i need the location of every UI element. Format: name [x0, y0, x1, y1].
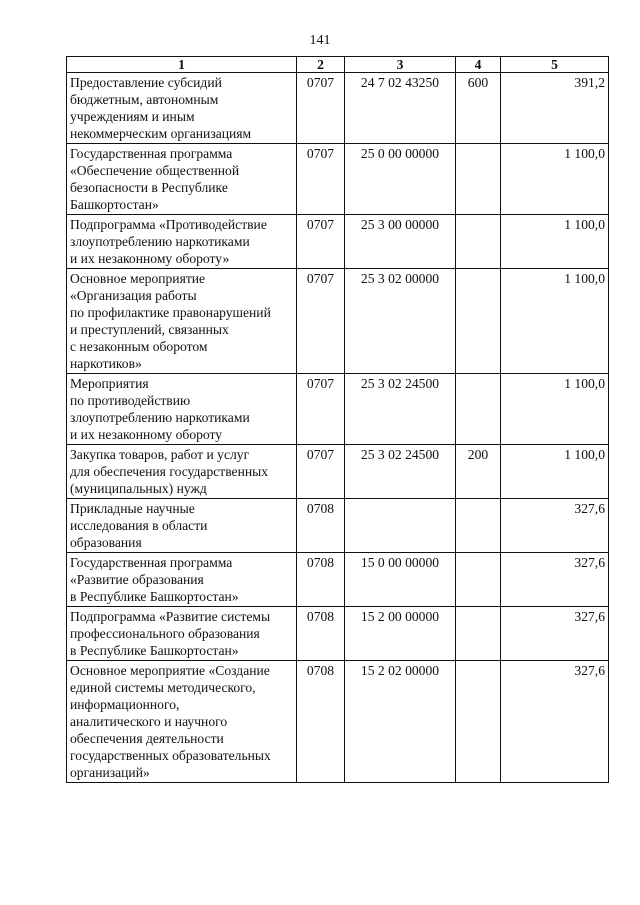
row-section: 0708	[297, 553, 345, 607]
header-col-4: 4	[456, 57, 501, 73]
row-target: 25 3 00 00000	[345, 215, 456, 269]
row-name: Мероприятия по противодействию злоупотреблению наркотиками и их незаконному обороту	[67, 374, 297, 445]
row-target: 15 2 00 00000	[345, 607, 456, 661]
header-col-5: 5	[501, 57, 609, 73]
row-expense-type	[456, 374, 501, 445]
row-expense-type	[456, 269, 501, 374]
table-row	[67, 269, 609, 374]
header-col-1: 1	[67, 57, 297, 73]
row-target: 25 3 02 24500	[345, 374, 456, 445]
row-amount: 327,6	[501, 661, 609, 783]
header-col-3: 3	[345, 57, 456, 73]
row-amount: 1 100,0	[501, 269, 609, 374]
row-target: 25 3 02 00000	[345, 269, 456, 374]
row-expense-type: 600	[456, 73, 501, 144]
table-row	[67, 607, 609, 661]
table-row	[67, 374, 609, 445]
row-name: Подпрограмма «Противодействие злоупотреблению наркотиками и их незаконному обороту»	[67, 215, 297, 269]
row-amount: 1 100,0	[501, 374, 609, 445]
row-target: 25 0 00 00000	[345, 144, 456, 215]
row-expense-type	[456, 499, 501, 553]
row-name: Государственная программа «Обеспечение общественной безопасности в Республике Башкортостан»	[67, 144, 297, 215]
row-amount: 391,2	[501, 73, 609, 144]
row-expense-type	[456, 553, 501, 607]
row-expense-type	[456, 607, 501, 661]
row-amount: 327,6	[501, 607, 609, 661]
row-name: Основное мероприятие «Организация работы по профилактике правонарушений и преступлений, связанных с незаконным оборотом наркотиков»	[67, 269, 297, 374]
row-target	[345, 499, 456, 553]
row-target: 15 0 00 00000	[345, 553, 456, 607]
row-expense-type: 200	[456, 445, 501, 499]
header-col-2: 2	[297, 57, 345, 73]
row-section: 0708	[297, 607, 345, 661]
row-amount: 1 100,0	[501, 445, 609, 499]
row-amount: 1 100,0	[501, 215, 609, 269]
row-section: 0707	[297, 269, 345, 374]
row-target: 25 3 02 24500	[345, 445, 456, 499]
table-row	[67, 661, 609, 783]
table-row	[67, 144, 609, 215]
row-section: 0707	[297, 445, 345, 499]
row-section: 0707	[297, 73, 345, 144]
row-section: 0708	[297, 499, 345, 553]
budget-table	[66, 56, 609, 783]
row-section: 0707	[297, 144, 345, 215]
row-section: 0708	[297, 661, 345, 783]
row-section: 0707	[297, 374, 345, 445]
row-expense-type	[456, 661, 501, 783]
row-expense-type	[456, 215, 501, 269]
row-amount: 1 100,0	[501, 144, 609, 215]
page-number: 141	[309, 33, 331, 48]
row-name: Государственная программа «Развитие образования в Республике Башкортостан»	[67, 553, 297, 607]
row-expense-type	[456, 144, 501, 215]
row-name: Предоставление субсидий бюджетным, автономным учреждениям и иным некоммерческим организациям	[67, 73, 297, 144]
table-row	[67, 215, 609, 269]
table-row	[67, 499, 609, 553]
row-target: 15 2 02 00000	[345, 661, 456, 783]
table-row	[67, 445, 609, 499]
row-name: Основное мероприятие «Создание единой системы методического, информационного, аналитического и научного обеспечения деятельности государственных образовательных организаций»	[67, 661, 297, 783]
row-name: Подпрограмма «Развитие системы профессионального образования в Республике Башкортостан»	[67, 607, 297, 661]
table-row	[67, 73, 609, 144]
row-name: Прикладные научные исследования в области образования	[67, 499, 297, 553]
table-row	[67, 553, 609, 607]
table-header-row	[67, 57, 609, 73]
row-section: 0707	[297, 215, 345, 269]
row-amount: 327,6	[501, 499, 609, 553]
row-target: 24 7 02 43250	[345, 73, 456, 144]
row-amount: 327,6	[501, 553, 609, 607]
row-name: Закупка товаров, работ и услуг для обеспечения государственных (муниципальных) нужд	[67, 445, 297, 499]
